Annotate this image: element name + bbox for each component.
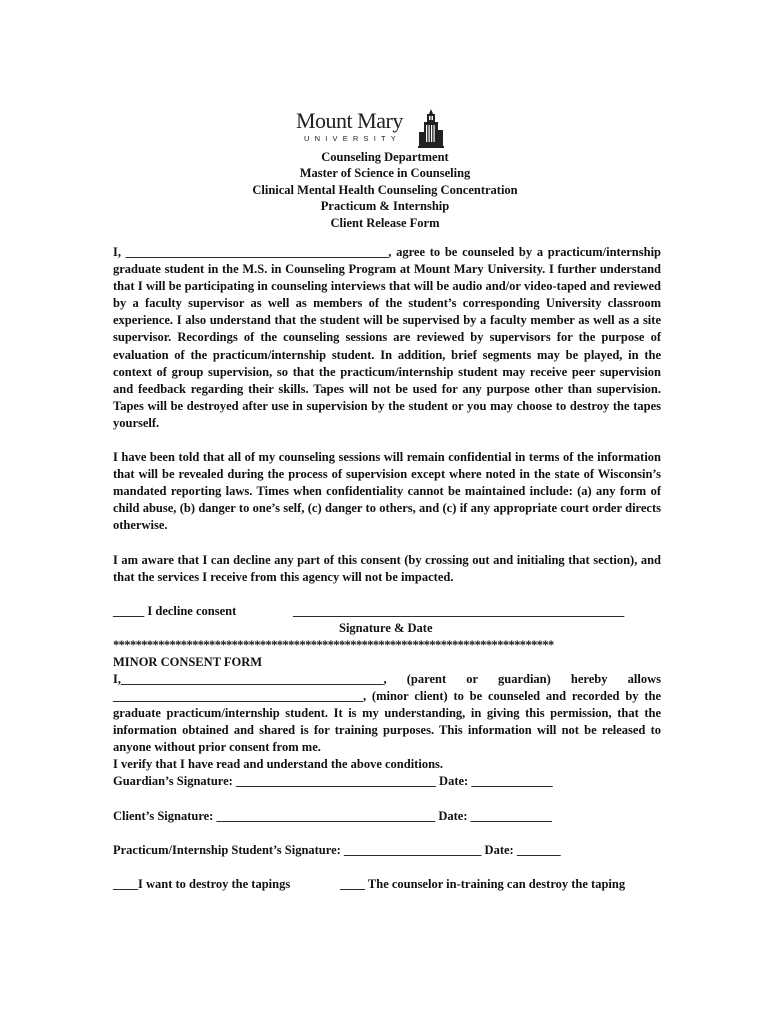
chapel-tower-icon (418, 108, 444, 148)
program-title: Practicum & Internship (320, 199, 450, 214)
form-header (0, 149, 770, 231)
minor-consent-title: MINOR CONSENT FORM (113, 654, 263, 669)
logo-subtitle: UNIVERSITY (304, 134, 402, 143)
signature-date-label: Signature & Date (339, 620, 433, 635)
consent-paragraph: I, __________________________________________, agree to be counseled by a practicum/internship graduate student in the M.S. in Counseling Program at Mount Mary University. I further understand that I will be participating in counseling interviews that will be audio and/or video-taped and reviewed by a faculty supervisor as well as members of the student’s corresponding University classroom experience. I also understand that the student will be supervised by a faculty member as well as a site supervisor. Recordings of the counseling sessions are reviewed by supervisors for the purpose of evaluation of the practicum/internship student. In addition, brief segments may be played, in the context of group supervision, so that the practicum/internship student may receive peer supervision and feedback regarding their skills. Tapes will not be used for any purpose other than supervision. Tapes will be destroyed after use in supervision by the student or you may choose to destroy the tapes yourself. (113, 245, 661, 430)
decline-consent-field[interactable]: _____ I decline consent (113, 603, 237, 618)
form-body (113, 244, 661, 893)
decline-row (113, 603, 661, 620)
signature-date-row (113, 620, 661, 637)
verify-statement: I verify that I have read and understand the above conditions. (113, 757, 444, 772)
signature-line[interactable]: _____________________________________________________ (293, 603, 625, 618)
taping-options-row (113, 876, 661, 893)
minor-consent-paragraph: I,__________________________________________, (parent or guardian) hereby allows ________________________________________, (minor client) to be counseled and recorded by the graduate practicum/internship student. It is my understanding, in giving this permission, that the information obtained and shared is for training purposes. This information will not be released to anyone without prior consent from me. (113, 671, 661, 755)
degree-title: Master of Science in Counseling (299, 166, 471, 181)
destroy-counselor-option[interactable]: ____ The counselor in-training can destroy the taping (340, 876, 626, 891)
concentration-title: Clinical Mental Health Counseling Concentration (252, 182, 518, 197)
guardian-signature-field[interactable]: Guardian’s Signature: ________________________________ Date: _____________ (113, 774, 553, 789)
student-signature-field[interactable]: Practicum/Internship Student’s Signature: ______________________ Date: _______ (113, 842, 561, 857)
university-logo (296, 108, 476, 150)
destroy-self-option[interactable]: ____I want to destroy the tapings (113, 876, 291, 891)
confidentiality-paragraph: I have been told that all of my counseling sessions will remain confidential in terms of the information that will be revealed during the process of supervision except where noted in the state of Wisconsin’s mandated reporting laws. Times when confidentiality cannot be maintained include: (a) any form of child abuse, (b) danger to one’s self, (c) danger to others, and (c) if any appropriate court order directs otherwise. (113, 450, 661, 533)
department-title: Counseling Department (321, 150, 449, 164)
section-divider: ****************************************************************************** (113, 637, 554, 652)
form-title: Client Release Form (330, 215, 440, 230)
client-signature-field[interactable]: Client’s Signature: ___________________________________ Date: _____________ (113, 808, 552, 823)
logo-wordmark: Mount Mary (296, 108, 403, 133)
decline-paragraph: I am aware that I can decline any part of this consent (by crossing out and initialing that section), and that the services I receive from this agency will not be impacted. (113, 552, 661, 584)
